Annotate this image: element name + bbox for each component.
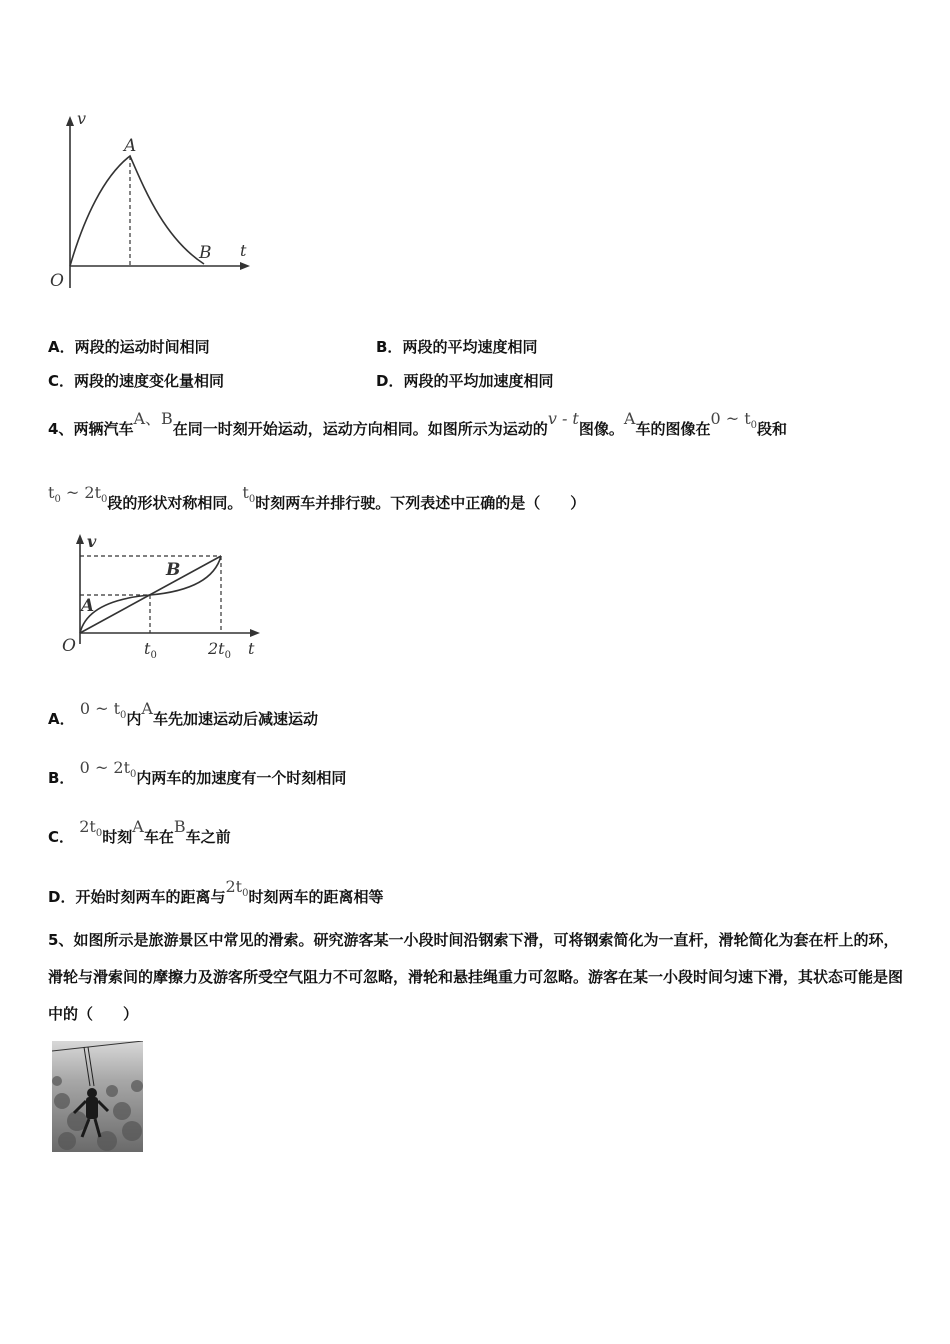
q3-option-c-letter: C． bbox=[48, 372, 75, 390]
q3-option-d-letter: D． bbox=[376, 372, 404, 390]
q4-number: 4、 bbox=[48, 420, 74, 438]
q5-stem bbox=[48, 922, 908, 1033]
q4-t0: $t_0$ bbox=[242, 483, 256, 506]
graph2-v-arrow bbox=[76, 534, 84, 544]
q4-text5: 段和 bbox=[757, 420, 788, 438]
q4-option-c-mid2: 车在 bbox=[143, 828, 174, 846]
graph1-point-a-label: A bbox=[124, 136, 137, 156]
q4-option-d-math: $2t_0$ bbox=[225, 877, 249, 900]
q4-stem-line1 bbox=[48, 409, 788, 441]
q3-option-a-text: 两段的运动时间相同 bbox=[74, 338, 210, 356]
q4-car-b: B bbox=[161, 409, 173, 428]
vt-graph-1 bbox=[44, 108, 264, 298]
graph1-t-label: t bbox=[240, 241, 247, 260]
graph2-origin-label: O bbox=[62, 636, 76, 656]
q4-option-b-text: 内两车的加速度有一个时刻相同 bbox=[136, 769, 347, 787]
graph2-tick-2t0: $2t_0$ bbox=[208, 639, 231, 661]
q4-option-c[interactable] bbox=[48, 817, 231, 849]
graph1-t-arrow bbox=[240, 262, 250, 270]
vt-graph-2 bbox=[56, 528, 276, 668]
graph1-v-arrow bbox=[66, 116, 74, 126]
graph1-curve bbox=[70, 156, 204, 266]
q4-text3: 图像。 bbox=[578, 420, 624, 438]
q4-option-a-mid: 内 bbox=[126, 710, 142, 728]
q3-option-a-letter: A． bbox=[48, 338, 75, 356]
q4-text7: 时刻两车并排行驶。下列表述中正确的是（ ） bbox=[255, 494, 586, 512]
q4-option-d-text2: 时刻两车的距离相等 bbox=[248, 888, 384, 906]
q4-range1: 0 ~ $t_0$ bbox=[710, 409, 758, 432]
q4-text2: 在同一时刻开始运动，运动方向相同。如图所示为运动的 bbox=[172, 420, 548, 438]
q3-option-d[interactable] bbox=[376, 370, 553, 391]
q4-car-a: A bbox=[133, 409, 146, 428]
q3-option-a[interactable] bbox=[48, 336, 210, 357]
q4-option-c-math: $2t_0$ bbox=[79, 817, 103, 840]
q4-option-a-letter: A． bbox=[48, 710, 75, 728]
q4-text1: 两辆汽车 bbox=[73, 420, 134, 438]
q4-option-a-math: 0 ~ $t_0$ bbox=[79, 699, 127, 722]
q5-text: 如图所示是旅游景区中常见的滑索。研究游客某一小段时间沿钢索下滑，可将钢索简化为一直杆，滑轮简化为套在杆上的环，滑轮与滑索间的摩擦力及游客所受空气阻力不可忽略，滑轮和悬挂绳重力可忽略。游客在某一小段时间匀速下滑，其状态可能是图中的（ ） bbox=[48, 931, 904, 1023]
q3-option-b-letter: B． bbox=[376, 338, 403, 356]
graph1-point-b-label: B bbox=[199, 243, 212, 263]
graph1-v-label: v bbox=[77, 109, 87, 128]
q3-option-c-text: 两段的速度变化量相同 bbox=[74, 372, 225, 390]
q4-option-c-mid: 时刻 bbox=[102, 828, 133, 846]
q3-option-c[interactable] bbox=[48, 370, 224, 391]
q4-range2: $t_0$ ~ $2t_0$ bbox=[48, 483, 108, 506]
q4-option-a-text: 车先加速运动后减速运动 bbox=[152, 710, 318, 728]
q3-option-b-text: 两段的平均速度相同 bbox=[402, 338, 538, 356]
q4-vt: v - t bbox=[547, 409, 579, 428]
q5-number: 5、 bbox=[48, 931, 74, 949]
q4-car-a2: A bbox=[623, 409, 636, 428]
graph2-v-label: v bbox=[87, 532, 97, 551]
graph2-tick-t0: $t_0$ bbox=[144, 639, 157, 661]
q4-option-a-car: A bbox=[141, 699, 153, 718]
graph2-label-b: B bbox=[166, 560, 181, 580]
q4-sep: 、 bbox=[145, 409, 162, 428]
q4-option-c-car-a: A bbox=[132, 817, 144, 836]
q3-option-b[interactable] bbox=[376, 336, 537, 357]
graph2-label-a: A bbox=[81, 596, 95, 616]
q4-option-b[interactable] bbox=[48, 758, 347, 790]
q4-option-d-text1: 开始时刻两车的距离与 bbox=[75, 888, 226, 906]
q4-text4: 车的图像在 bbox=[635, 420, 711, 438]
zipline-photo bbox=[52, 1041, 143, 1152]
q4-text6: 段的形状对称相同。 bbox=[107, 494, 243, 512]
q4-option-c-text: 车之前 bbox=[185, 828, 231, 846]
q4-option-d-letter: D． bbox=[48, 888, 76, 906]
q4-option-b-letter: B． bbox=[48, 769, 75, 787]
q4-option-c-letter: C． bbox=[48, 828, 75, 846]
q4-option-b-math: 0 ~ $2t_0$ bbox=[79, 758, 137, 781]
graph2-t-arrow bbox=[250, 629, 260, 637]
q4-stem-line2 bbox=[48, 483, 586, 515]
q3-option-d-text: 两段的平均加速度相同 bbox=[403, 372, 554, 390]
q4-option-c-car-b: B bbox=[173, 817, 186, 836]
q4-option-a[interactable] bbox=[48, 699, 318, 731]
q4-option-d[interactable] bbox=[48, 877, 384, 909]
graph2-t-label: t bbox=[248, 639, 255, 658]
graph1-origin-label: O bbox=[50, 271, 64, 291]
